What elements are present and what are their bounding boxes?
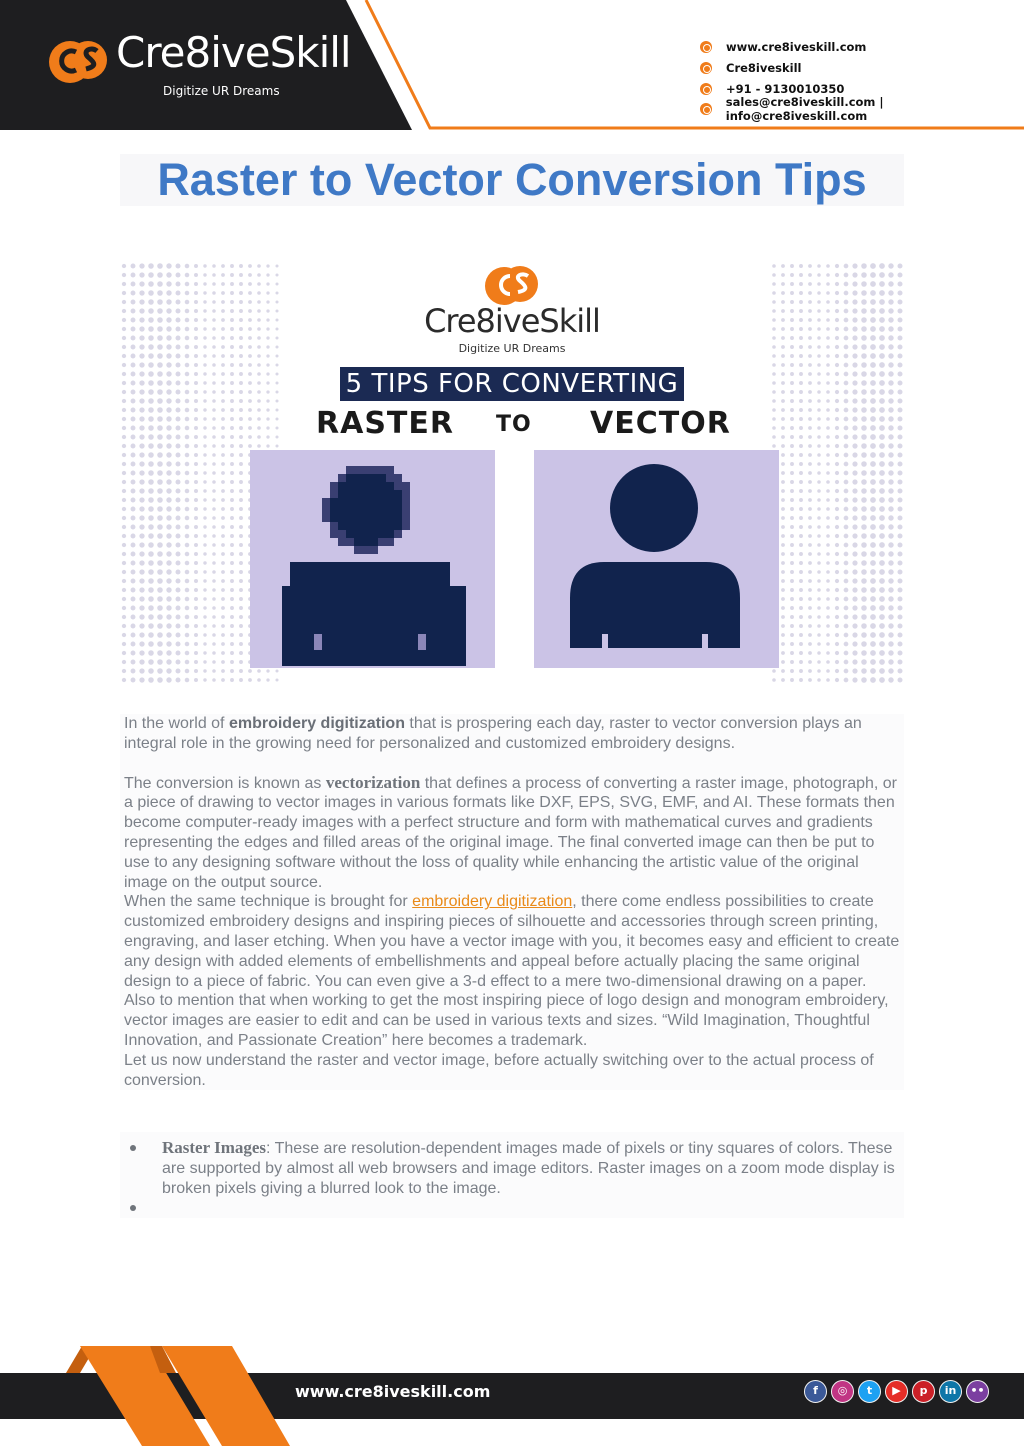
page-header xyxy=(0,0,1024,132)
p3-text-end: , there come endless possibilities to create customized embroidery designs and inspiring pieces of silhouette and accessories through screen printing, engraving, and laser etching. When you have a vector image with you, it becomes easy and efficient to create any design with added elements of embellishments and appeal before actually placing the same original design to a piece of fabric. You can even give a 3-d effect to a mere two-dimensional drawing on a paper. Also to mention that when working to get the most inspiring piece of logo design and monogram embroidery, vector images are easier to edit and can be used in various texts and sizes. “Wild Imagination, Thoughtful Innovation, and Passionate Creation” here becomes a trademark. xyxy=(124,893,900,1049)
raster-images-text: : These are resolution-dependent images made of pixels or tiny squares of colors. These are supported by almost all web browsers and image editors. Raster images on a zoom mode display is broken pixels giving a blurred look to the image. xyxy=(162,1140,895,1197)
embroidery-digitization-link[interactable]: embroidery digitization xyxy=(412,893,573,911)
to-label: TO xyxy=(496,412,532,437)
page-footer xyxy=(0,1340,1024,1446)
p2-text-start: The conversion is known as xyxy=(124,774,326,792)
skype-icon xyxy=(700,62,712,74)
flickr-icon[interactable]: •• xyxy=(966,1380,989,1403)
mail-icon xyxy=(700,103,712,115)
social-links xyxy=(804,1380,989,1403)
footer-website-link[interactable]: www.cre8iveskill.com xyxy=(295,1382,491,1401)
bullet-marker xyxy=(130,1145,136,1151)
pixelated-person-icon xyxy=(250,450,495,668)
bullet-list xyxy=(120,1132,904,1218)
p2-text-end: that defines a process of converting a raster image, photograph, or a piece of drawing to vector images in various formats like DXF, EPS, SVG, EMF, and AI. These formats then become computer-ready images with a perfect structure and form with mathematical curves and gradients representing the edges and filled areas of the original image. The final converted image can then be put to use to any designing software without the loss of quality while enhancing the artistic value of the original image on the output source. xyxy=(124,774,897,891)
raster-images-term: Raster Images xyxy=(162,1138,267,1157)
raster-panel xyxy=(250,450,495,668)
hero-brand-name: Cre8iveSkill xyxy=(424,302,600,340)
contact-website[interactable] xyxy=(700,37,1024,58)
phone-icon xyxy=(700,83,712,95)
vector-label: VECTOR xyxy=(590,406,731,441)
brand-tagline: Digitize UR Dreams xyxy=(163,84,280,98)
page-title: Raster to Vector Conversion Tips xyxy=(157,154,867,205)
contact-website-text[interactable]: www.cre8iveskill.com xyxy=(726,40,867,55)
globe-icon xyxy=(700,41,712,53)
p1-bold-term: embroidery digitization xyxy=(228,715,405,732)
pinterest-icon[interactable]: p xyxy=(912,1380,935,1403)
p3-text-start: When the same technique is brought for xyxy=(124,893,413,911)
raster-label: RASTER xyxy=(316,406,454,441)
hero-illustration xyxy=(120,262,904,692)
embroidery-paragraph xyxy=(120,892,904,1050)
tips-banner: 5 TIPS FOR CONVERTING xyxy=(340,367,684,401)
linkedin-icon[interactable]: in xyxy=(939,1380,962,1403)
contact-skype[interactable] xyxy=(700,58,1024,79)
brand-logo-icon xyxy=(48,34,108,88)
list-item-raster-images xyxy=(162,1138,902,1198)
contact-list xyxy=(700,37,1024,124)
title-box xyxy=(120,154,904,206)
vector-panel xyxy=(534,450,779,668)
p1-text-start: In the world of xyxy=(124,715,229,732)
transition-paragraph: Let us now understand the raster and vector image, before actually switching over to the actual process of conversion. xyxy=(124,1051,874,1089)
instagram-icon[interactable]: ◎ xyxy=(831,1380,854,1403)
contact-phone-text[interactable]: +91 - 9130010350 xyxy=(726,81,845,96)
vectorization-paragraph xyxy=(120,773,904,893)
vector-person-icon xyxy=(534,450,779,668)
brand-name: Cre8iveSkill xyxy=(116,28,351,77)
youtube-icon[interactable]: ▶ xyxy=(885,1380,908,1403)
facebook-icon[interactable]: f xyxy=(804,1380,827,1403)
twitter-icon[interactable]: t xyxy=(858,1380,881,1403)
hero-brand-tagline: Digitize UR Dreams xyxy=(458,342,566,355)
contact-email-text[interactable]: sales@cre8iveskill.com | info@cre8iveskill.com xyxy=(725,95,884,124)
p1-text-end: that is prospering each day, raster to vector conversion plays an integral role in the growing need for personalized and customized embroidery designs. xyxy=(124,715,862,752)
p2-bold-term: vectorization xyxy=(325,772,421,792)
intro-paragraph xyxy=(120,714,904,754)
article-body xyxy=(120,714,904,1090)
bullet-marker xyxy=(130,1205,136,1211)
contact-email[interactable] xyxy=(700,95,1024,124)
contact-skype-text[interactable]: Cre8iveskill xyxy=(726,61,802,76)
